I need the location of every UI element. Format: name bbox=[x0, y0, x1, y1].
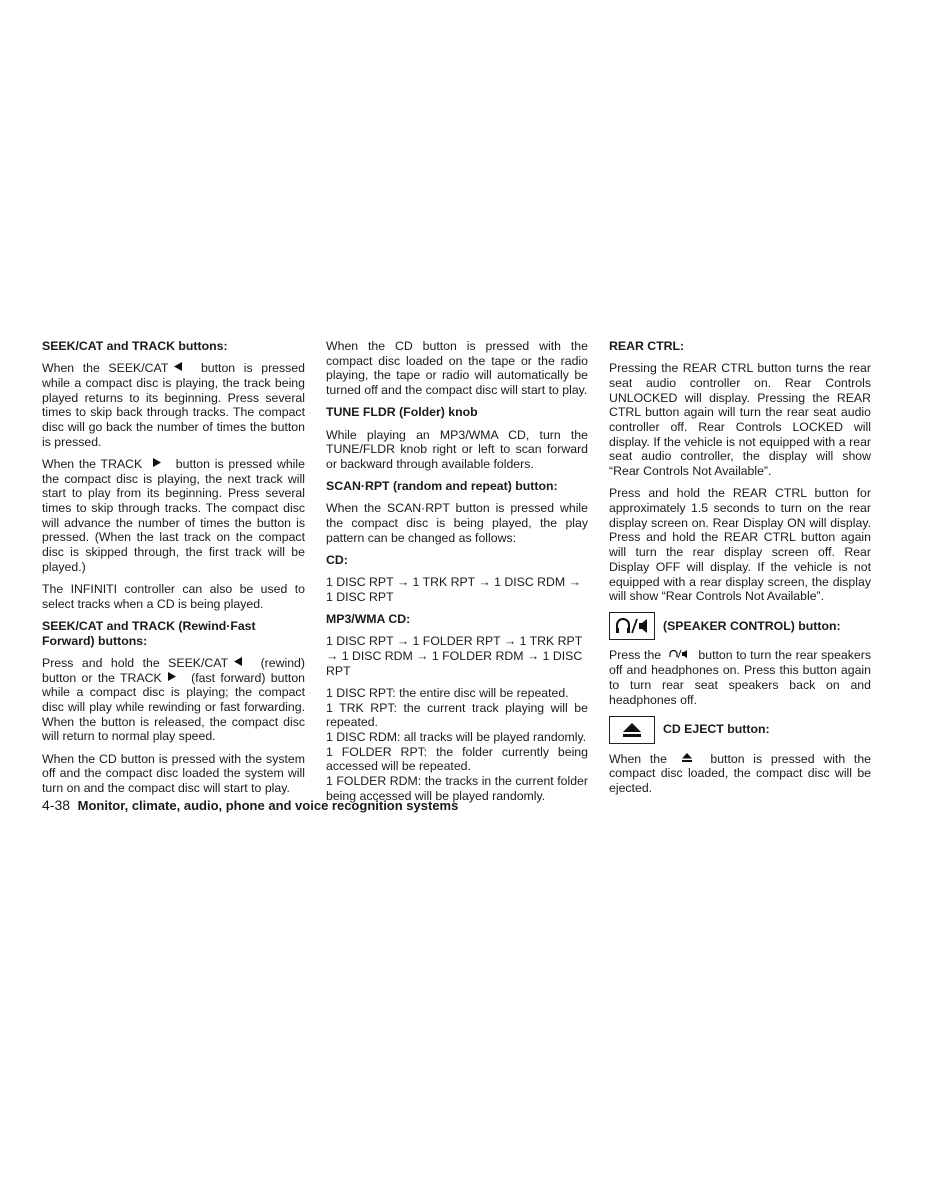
paragraph-cd-off: When the CD button is pressed with the system off and the compact disc loaded the system will turn on and the compact disc will start to play. bbox=[42, 751, 305, 795]
definitions-list bbox=[326, 686, 588, 804]
text: (rewind) button or the TRACK bbox=[42, 655, 305, 685]
heading-rewind-ff: SEEK/CAT and TRACK (Rewind·Fast Forward) buttons: bbox=[42, 618, 256, 648]
text: When the TRACK bbox=[42, 456, 143, 471]
paragraph-cd-pattern: 1 DISC RPT → 1 TRK RPT → 1 DISC RDM → 1 DISC RPT bbox=[326, 575, 581, 604]
paragraph-controller: The INFINITI controller can also be used to select tracks when a CD is being played. bbox=[42, 582, 305, 611]
text: button is pressed with the compact disc loaded, the compact disc will be ejected. bbox=[609, 751, 871, 796]
heading-speaker-control: (SPEAKER CONTROL) button: bbox=[663, 619, 841, 634]
text: button to turn the rear speakers off and headphones on. Press this button again to turn rear seat speakers back on and headphones off. bbox=[609, 648, 871, 707]
paragraph-rear-ctrl: Pressing the REAR CTRL button turns the rear seat audio controller on. Rear Controls UNLOCKED will display. Pressing the REAR CTRL button again will turn the rear seat audio controller off. Rear Controls LOCKED will display. If the vehicle is not equipped with a rear seat audio controller, the display will show “Rear Controls Not Available”. bbox=[609, 361, 871, 479]
text: button is pressed while a compact disc is playing, the track being played returns to its beginning. Press several times to skip back through tracks. The compact disc will go back the number of times the button is pressed. bbox=[42, 361, 305, 449]
column-3 bbox=[609, 339, 871, 803]
text: button is pressed while the compact disc is playing, the next track will start to play from its beginning. Press several times to skip through tracks. The compact disc will advance the number of times the button is pressed. (When the last track on the compact disc is skipped through, the first track will be played.) bbox=[42, 456, 305, 574]
paragraph-track bbox=[42, 457, 305, 575]
track-forward-icon bbox=[147, 457, 171, 469]
heading-scan-rpt: SCAN·RPT (random and repeat) button: bbox=[326, 479, 558, 494]
eject-heading-row bbox=[609, 715, 871, 745]
speaker-control-icon bbox=[665, 648, 695, 660]
eject-icon bbox=[676, 752, 702, 764]
heading-mp3: MP3/WMA CD: bbox=[326, 612, 411, 627]
paragraph-tune: While playing an MP3/WMA CD, turn the TUNE/FLDR knob right or left to scan forward or backward through available folders. bbox=[326, 427, 588, 471]
column-2 bbox=[326, 339, 588, 803]
heading-tune-fldr: TUNE FLDR (Folder) knob bbox=[326, 405, 478, 420]
section-title: Monitor, climate, audio, phone and voice recognition systems bbox=[77, 798, 459, 813]
paragraph-rear-display: Press and hold the REAR CTRL button for approximately 1.5 seconds to turn on the rear display screen on. Rear Display ON will display. Press and hold the REAR CTRL button again will turn the rear display screen off. Rear Display OFF will display. If the vehicle is not equipped with a rear display screen, the display will show “Rear Controls Not Available”. bbox=[609, 486, 871, 604]
definition-item: 1 FOLDER RPT: the folder currently being accessed will be repeated. bbox=[326, 744, 588, 774]
seek-back-icon bbox=[228, 656, 252, 668]
eject-icon bbox=[609, 716, 655, 744]
text: When the bbox=[609, 751, 667, 766]
paragraph-seek bbox=[42, 361, 305, 449]
text: (fast forward) button while a compact disc is playing; the compact disc will play while rewinding or fast forwarding. When the button is released, the compact disc will return to normal play speed. bbox=[42, 670, 305, 744]
paragraph-scan: When the SCAN·RPT button is pressed while the compact disc is being played, the play pattern can be changed as follows: bbox=[326, 501, 588, 545]
track-forward-icon bbox=[162, 671, 186, 683]
heading-cd-eject: CD EJECT button: bbox=[663, 722, 770, 737]
page-number: 4-38 bbox=[42, 797, 71, 813]
definition-item: 1 TRK RPT: the current track playing will be repeated. bbox=[326, 700, 588, 730]
text: Press the bbox=[609, 648, 662, 663]
page-footer bbox=[42, 797, 458, 813]
column-1 bbox=[42, 339, 305, 803]
speaker-control-icon bbox=[609, 612, 655, 640]
heading-seek-track: SEEK/CAT and TRACK buttons: bbox=[42, 339, 228, 353]
seek-back-icon bbox=[168, 361, 192, 373]
paragraph-mp3-pattern: 1 DISC RPT → 1 FOLDER RPT → 1 TRK RPT → 1 DISC RDM → 1 FOLDER RDM → 1 DISC RPT bbox=[326, 634, 583, 678]
speaker-control-heading-row bbox=[609, 611, 871, 641]
definition-item: 1 DISC RDM: all tracks will be played randomly. bbox=[326, 729, 587, 744]
paragraph-rewind bbox=[42, 656, 305, 744]
paragraph-speaker bbox=[609, 648, 871, 707]
text: When the SEEK/CAT bbox=[42, 361, 169, 376]
heading-rear-ctrl: REAR CTRL: bbox=[609, 339, 685, 353]
paragraph-cd-button: When the CD button is pressed with the compact disc loaded on the tape or the radio playing, the tape or radio will automatically be turned off and the compact disc will start to play. bbox=[326, 339, 588, 398]
definition-item: 1 FOLDER RDM: the tracks in the current folder being accessed will be played randomly. bbox=[326, 774, 588, 803]
paragraph-eject bbox=[609, 752, 871, 796]
heading-cd: CD: bbox=[326, 552, 348, 567]
text: Press and hold the SEEK/CAT bbox=[42, 655, 229, 670]
definition-item: 1 DISC RPT: the entire disc will be repeated. bbox=[326, 685, 569, 700]
